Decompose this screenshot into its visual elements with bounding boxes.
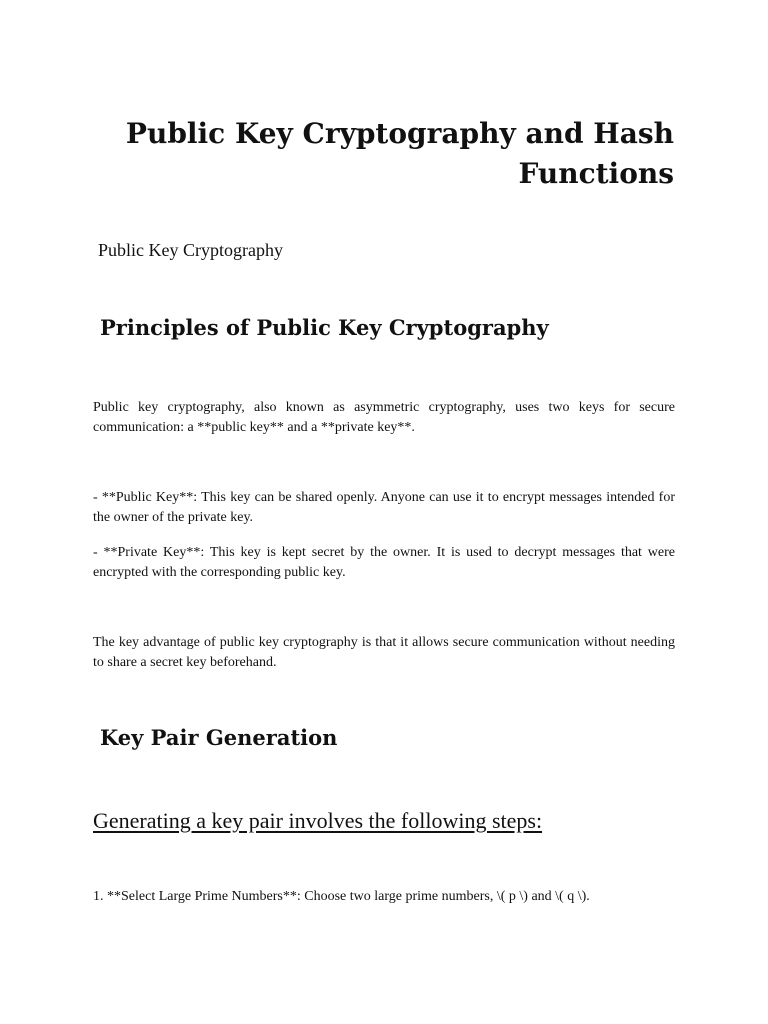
principles-heading: Principles of Public Key Cryptography [100, 315, 549, 340]
principles-intro-paragraph: Public key cryptography, also known as asymmetric cryptography, uses two keys for secure communication: a **public key** and a **private key**. [93, 400, 675, 435]
key-advantage-paragraph: The key advantage of public key cryptography is that it allows secure communication without needing to share a secret key beforehand. [93, 635, 675, 670]
public-key-paragraph: - **Public Key**: This key can be shared openly. Anyone can use it to encrypt messages intended for the owner of the private key. [93, 490, 675, 525]
document-title: Public Key Cryptography and Hash Functions [125, 117, 674, 190]
document-subtitle: Public Key Cryptography [98, 240, 283, 260]
key-pair-subheading: Generating a key pair involves the following steps: [93, 808, 543, 833]
private-key-paragraph: - **Private Key**: This key is kept secret by the owner. It is used to decrypt messages that were encrypted with the corresponding public key. [93, 545, 675, 580]
key-pair-heading: Key Pair Generation [100, 725, 338, 750]
step-1-paragraph: 1. **Select Large Prime Numbers**: Choose two large prime numbers, \( p \) and \( q \). [93, 889, 590, 904]
